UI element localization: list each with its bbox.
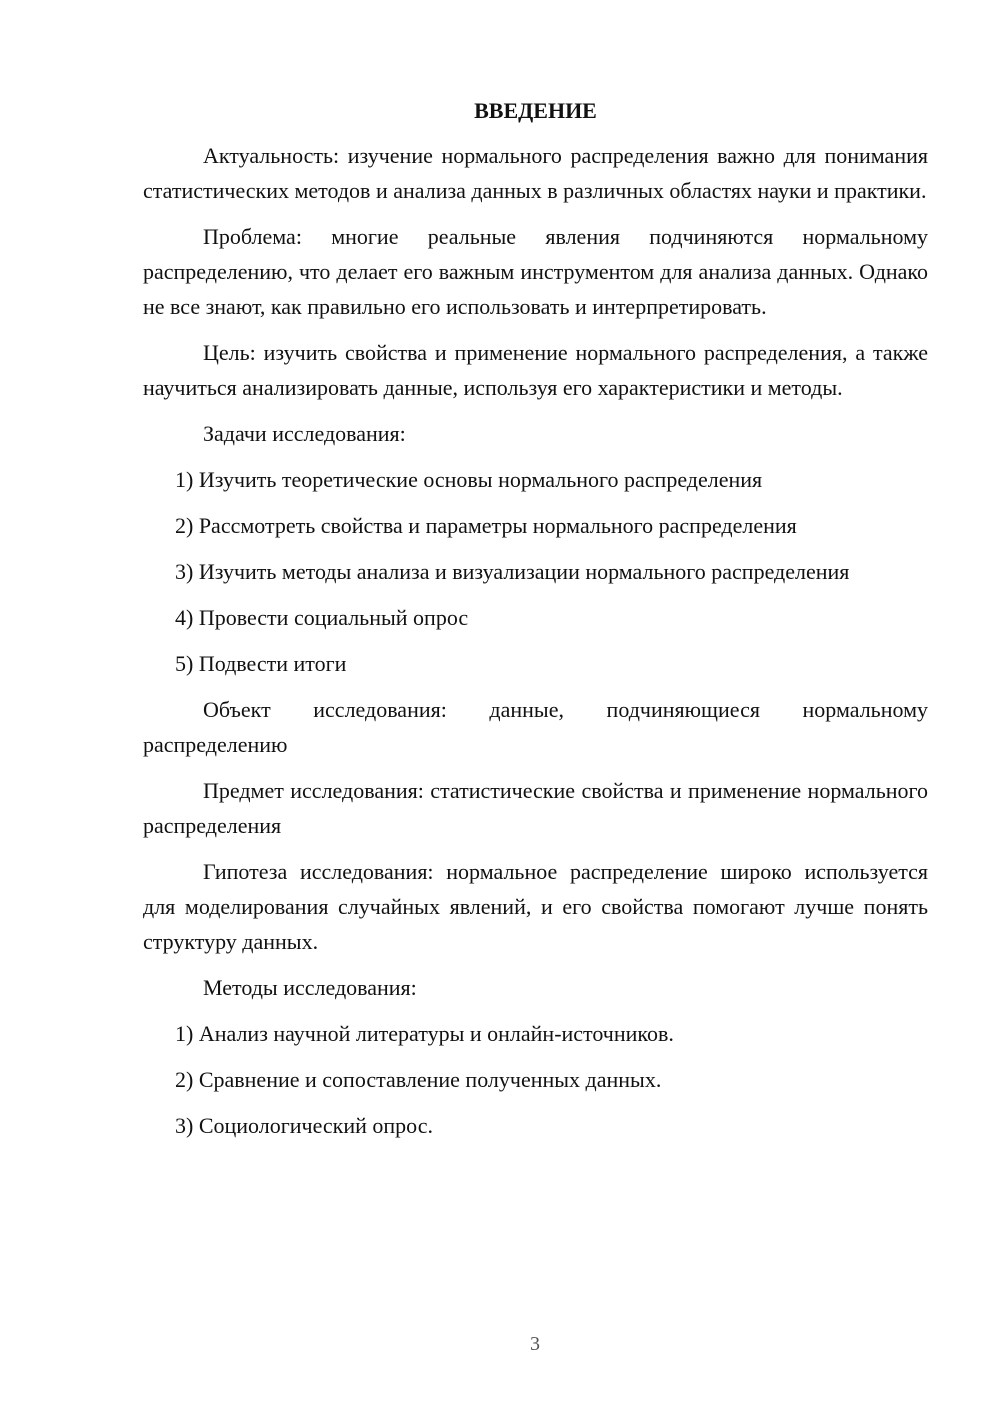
- task-item-1: 1) Изучить теоретические основы нормального распределения: [175, 467, 763, 492]
- method-item-2: 2) Сравнение и сопоставление полученных данных.: [175, 1067, 662, 1092]
- method-item-3: 3) Социологический опрос.: [175, 1113, 433, 1138]
- task-item-3: 3) Изучить методы анализа и визуализации нормального распределения: [175, 559, 850, 584]
- problem-paragraph: Проблема: многие реальные явления подчиняются нормальному распределению, что делает его важным инструментом для анализа данных. Однако не все знают, как правильно его использовать и интерпретировать.: [143, 224, 928, 319]
- page-number: 3: [530, 1333, 540, 1355]
- task-item-5: 5) Подвести итоги: [175, 651, 347, 676]
- goal-paragraph: Цель: изучить свойства и применение нормального распределения, а также научиться анализировать данные, используя его характеристики и методы.: [143, 340, 928, 400]
- subject-paragraph: Предмет исследования: статистические свойства и применение нормального распределения: [143, 778, 928, 838]
- method-item-1: 1) Анализ научной литературы и онлайн-источников.: [175, 1021, 674, 1046]
- task-item-2: 2) Рассмотреть свойства и параметры нормального распределения: [175, 513, 797, 538]
- page-content: [143, 96, 928, 1154]
- methods-heading: Методы исследования:: [203, 975, 417, 1000]
- page-title: ВВЕДЕНИЕ: [474, 98, 597, 123]
- hypothesis-paragraph: Гипотеза исследования: нормальное распределение широко используется для моделирования случайных явлений, и его свойства помогают лучше понять структуру данных.: [143, 859, 928, 954]
- tasks-heading: Задачи исследования:: [203, 421, 406, 446]
- relevance-paragraph: Актуальность: изучение нормального распределения важно для понимания статистических методов и анализа данных в различных областях науки и практики.: [143, 143, 928, 203]
- object-paragraph: Объект исследования: данные, подчиняющиеся нормальному распределению: [143, 697, 928, 757]
- task-item-4: 4) Провести социальный опрос: [175, 605, 469, 630]
